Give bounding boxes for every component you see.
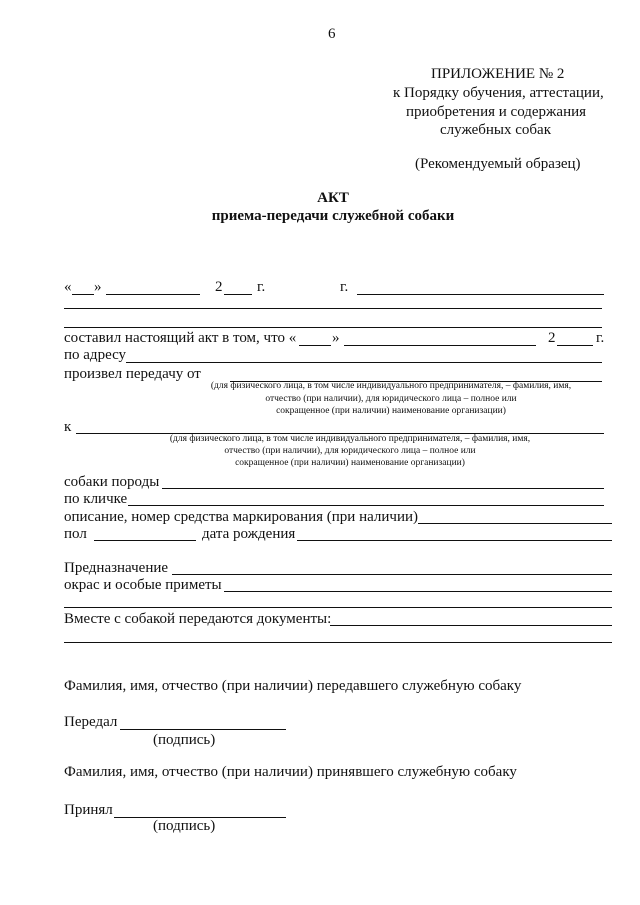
documents-label: Вместе с собакой передаются документы: [64,611,332,627]
statement-day-blank[interactable] [299,345,331,346]
act-subtitle: приема-передачи служебной собаки [211,208,455,224]
breed-field[interactable] [162,488,604,489]
breed-label: собаки породы [64,474,160,490]
birth-date-field[interactable] [297,540,612,541]
city-blank[interactable] [357,294,604,295]
color-marks-field[interactable] [224,591,612,592]
sender-sign-label: Передал [64,714,118,730]
city-prefix: г. [340,279,349,295]
date-day-blank[interactable] [72,294,94,295]
from-hint-2: отчество (при наличии), для юридического лица – полное или [265,394,517,404]
from-hint-3: сокращенное (при наличии) наименование организации) [276,406,506,416]
address-label: по адресу [64,347,127,363]
page-number: 6 [328,26,336,42]
date-quote-close: » [94,279,102,295]
from-hint-1: (для физического лица, в том числе индивидуального предпринимателя, – фамилия, имя, [210,381,572,391]
transfer-from-label: произвел передачу от [64,366,201,382]
date-year-suffix: г. [257,279,266,295]
documents-field[interactable] [330,625,612,626]
description-field[interactable] [418,523,612,524]
blank-line[interactable] [64,642,612,643]
receiver-label: Фамилия, имя, отчество (при наличии) принявшего служебную собаку [64,764,517,780]
sender-sign-hint: (подпись) [153,732,216,748]
color-marks-label: окрас и особые приметы [64,577,222,593]
statement-year-blank[interactable] [557,345,593,346]
statement-text: составил настоящий акт в том, что « [64,330,297,346]
blank-line[interactable] [64,327,602,328]
receiver-sign-hint: (подпись) [153,818,216,834]
statement-year-suffix: г. [596,330,605,346]
appendix-line-1: к Порядку обучения, аттестации, [393,85,604,101]
to-hint-1: (для физического лица, в том числе индивидуального предпринимателя, – фамилия, имя, [169,434,531,444]
receiver-sign-label: Принял [64,802,113,818]
appendix-line-3: служебных собак [440,122,551,138]
blank-line[interactable] [64,308,602,309]
appendix-title: ПРИЛОЖЕНИЕ № 2 [431,66,565,82]
purpose-label: Предназначение [64,560,169,576]
date-quote-open: « [64,279,72,295]
nickname-field[interactable] [128,505,604,506]
nickname-label: по кличке [64,491,128,507]
address-field[interactable] [126,362,602,363]
date-month-blank[interactable] [106,294,200,295]
to-hint-2: отчество (при наличии), для юридического лица – полное или [224,446,476,456]
birth-date-label: дата рождения [202,526,296,542]
sender-label: Фамилия, имя, отчество (при наличии) передавшего служебную собаку [64,678,522,694]
date-year-prefix: 2 [215,279,223,295]
sample-note: (Рекомендуемый образец) [415,156,581,172]
statement-year-prefix: 2 [548,330,556,346]
sex-field[interactable] [94,540,196,541]
appendix-line-2: приобретения и содержания [406,104,587,120]
to-label: к [64,419,72,435]
sex-label: пол [64,526,87,542]
description-label: описание, номер средства маркирования (при наличии) [64,509,418,525]
to-hint-3: сокращенное (при наличии) наименование организации) [235,458,465,468]
statement-quote-close: » [332,330,340,346]
blank-line[interactable] [64,607,612,608]
purpose-field[interactable] [172,574,612,575]
statement-month-blank[interactable] [344,345,536,346]
sender-signature-field[interactable] [120,729,286,730]
date-year-blank[interactable] [224,294,252,295]
act-title: АКТ [317,190,349,206]
